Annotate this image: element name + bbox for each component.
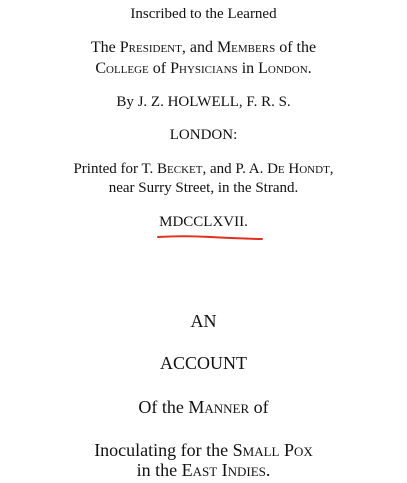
hondt-word: Hondt <box>288 161 330 177</box>
printed-line-text-2: , and P. A. <box>202 161 268 177</box>
imprint-place: LONDON: <box>169 127 238 143</box>
college-word: College <box>95 60 149 77</box>
college-line-text-3: . <box>307 60 312 77</box>
east-indies-line-text-1: in the <box>136 460 182 480</box>
title-east-indies-line <box>0 461 407 479</box>
title-account: ACCOUNT <box>159 353 247 373</box>
title-an: AN <box>190 311 217 331</box>
spellcheck-underline <box>157 233 263 241</box>
east-indies-line-text-3: . <box>265 460 271 480</box>
dedication-inscribed: Inscribed to the Learned <box>130 6 277 22</box>
physicians-word: Physicians <box>170 60 238 77</box>
title-manner-line <box>0 398 407 416</box>
london-word: London <box>258 60 308 77</box>
dedication-college-line <box>0 61 407 77</box>
small-pox-word: Small Pox <box>232 440 313 460</box>
de-word: De <box>267 161 285 177</box>
president-word: President <box>119 39 182 56</box>
imprint-printed-line <box>0 162 407 177</box>
dedication-president-line <box>0 40 407 56</box>
college-line-text-1: of <box>148 60 171 77</box>
imprint-address-line: near Surry Street, in the Strand. <box>108 180 299 196</box>
printed-line-text-1: Printed for T. <box>73 161 158 177</box>
author-line: By J. Z. HOLWELL, F. R. S. <box>116 94 291 110</box>
college-line-text-2: in <box>237 60 259 77</box>
indies-word: Indies <box>221 460 266 480</box>
members-word: Members <box>216 39 276 56</box>
president-line-text-3: of the <box>275 39 317 56</box>
imprint-year: MDCCLXVII. <box>159 214 248 230</box>
printed-line-text-4: , <box>329 161 334 177</box>
manner-line-text-1: Of the <box>138 397 189 417</box>
east-word: East <box>181 460 218 480</box>
inoculating-line-text-1: Inoculating for the <box>94 440 233 460</box>
president-line-text-2: , and <box>181 39 217 56</box>
becket-word: Becket <box>157 161 203 177</box>
president-line-text-1: The <box>90 39 120 56</box>
title-inoculating-line <box>0 441 407 459</box>
manner-word: Manner <box>188 397 250 417</box>
manner-line-text-2: of <box>249 397 269 417</box>
